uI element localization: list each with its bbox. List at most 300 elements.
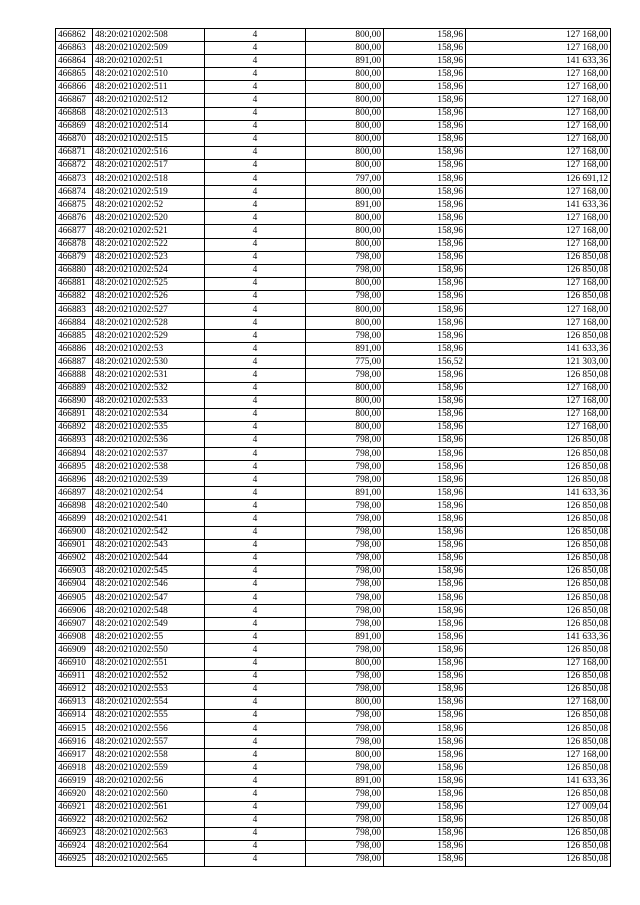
- table-row: [56, 395, 611, 408]
- value-cell: 127 168,00: [466, 421, 611, 434]
- cadastral-number-cell: 48:20:0210202:551: [93, 657, 205, 670]
- class-cell: 4: [205, 251, 306, 264]
- area-cell: 798,00: [306, 605, 384, 618]
- value-cell: 127 168,00: [466, 107, 611, 120]
- rate-cell: 158,96: [384, 290, 466, 303]
- rate-cell: 158,96: [384, 225, 466, 238]
- cadastral-number-cell: 48:20:0210202:544: [93, 552, 205, 565]
- rate-cell: 158,96: [384, 722, 466, 735]
- area-cell: 800,00: [306, 133, 384, 146]
- class-cell: 4: [205, 552, 306, 565]
- table-row: [56, 120, 611, 133]
- rate-cell: 158,96: [384, 55, 466, 68]
- cadastral-number-cell: 48:20:0210202:55: [93, 631, 205, 644]
- cadastral-number-cell: 48:20:0210202:560: [93, 788, 205, 801]
- rate-cell: 158,96: [384, 330, 466, 343]
- area-cell: 798,00: [306, 827, 384, 840]
- row-id-cell: 466870: [56, 133, 93, 146]
- cadastral-number-cell: 48:20:0210202:557: [93, 736, 205, 749]
- table-row: [56, 683, 611, 696]
- class-cell: 4: [205, 788, 306, 801]
- area-cell: 798,00: [306, 500, 384, 513]
- row-id-cell: 466908: [56, 631, 93, 644]
- table-row: [56, 736, 611, 749]
- cadastral-number-cell: 48:20:0210202:555: [93, 709, 205, 722]
- rate-cell: 158,96: [384, 238, 466, 251]
- row-id-cell: 466893: [56, 434, 93, 447]
- value-cell: 126 850,08: [466, 736, 611, 749]
- cadastral-number-cell: 48:20:0210202:553: [93, 683, 205, 696]
- area-cell: 798,00: [306, 330, 384, 343]
- area-cell: 800,00: [306, 120, 384, 133]
- rate-cell: 158,96: [384, 552, 466, 565]
- area-cell: 800,00: [306, 657, 384, 670]
- area-cell: 798,00: [306, 618, 384, 631]
- row-id-cell: 466887: [56, 356, 93, 369]
- class-cell: 4: [205, 382, 306, 395]
- table-row: [56, 186, 611, 199]
- class-cell: 4: [205, 434, 306, 447]
- value-cell: 127 168,00: [466, 212, 611, 225]
- rate-cell: 158,96: [384, 343, 466, 356]
- value-cell: 127 168,00: [466, 303, 611, 316]
- cadastral-number-cell: 48:20:0210202:522: [93, 238, 205, 251]
- area-cell: 800,00: [306, 81, 384, 94]
- area-cell: 800,00: [306, 408, 384, 421]
- table-row: [56, 382, 611, 395]
- row-id-cell: 466888: [56, 369, 93, 382]
- area-cell: 800,00: [306, 94, 384, 107]
- rate-cell: 158,96: [384, 840, 466, 853]
- rate-cell: 158,96: [384, 500, 466, 513]
- rate-cell: 158,96: [384, 277, 466, 290]
- row-id-cell: 466871: [56, 146, 93, 159]
- row-id-cell: 466868: [56, 107, 93, 120]
- area-cell: 799,00: [306, 801, 384, 814]
- table-row: [56, 369, 611, 382]
- row-id-cell: 466886: [56, 343, 93, 356]
- area-cell: 798,00: [306, 565, 384, 578]
- rate-cell: 158,96: [384, 68, 466, 81]
- value-cell: 126 850,08: [466, 369, 611, 382]
- row-id-cell: 466895: [56, 461, 93, 474]
- value-cell: 126 850,08: [466, 290, 611, 303]
- cadastral-number-cell: 48:20:0210202:526: [93, 290, 205, 303]
- class-cell: 4: [205, 120, 306, 133]
- value-cell: 121 303,00: [466, 356, 611, 369]
- cadastral-number-cell: 48:20:0210202:525: [93, 277, 205, 290]
- class-cell: 4: [205, 487, 306, 500]
- row-id-cell: 466914: [56, 709, 93, 722]
- row-id-cell: 466889: [56, 382, 93, 395]
- row-id-cell: 466872: [56, 159, 93, 172]
- table-row: [56, 448, 611, 461]
- row-id-cell: 466894: [56, 448, 93, 461]
- class-cell: 4: [205, 107, 306, 120]
- value-cell: 126 850,08: [466, 670, 611, 683]
- class-cell: 4: [205, 408, 306, 421]
- row-id-cell: 466892: [56, 421, 93, 434]
- rate-cell: 158,96: [384, 94, 466, 107]
- row-id-cell: 466900: [56, 526, 93, 539]
- value-cell: 126 850,08: [466, 448, 611, 461]
- class-cell: 4: [205, 683, 306, 696]
- class-cell: 4: [205, 42, 306, 55]
- area-cell: 798,00: [306, 474, 384, 487]
- value-cell: 126 850,08: [466, 251, 611, 264]
- area-cell: 798,00: [306, 788, 384, 801]
- area-cell: 800,00: [306, 382, 384, 395]
- rate-cell: 158,96: [384, 565, 466, 578]
- rate-cell: 158,96: [384, 42, 466, 55]
- table-row: [56, 814, 611, 827]
- rate-cell: 158,96: [384, 539, 466, 552]
- cadastral-number-cell: 48:20:0210202:530: [93, 356, 205, 369]
- class-cell: 4: [205, 513, 306, 526]
- area-cell: 798,00: [306, 539, 384, 552]
- row-id-cell: 466896: [56, 474, 93, 487]
- cadastral-number-cell: 48:20:0210202:524: [93, 264, 205, 277]
- row-id-cell: 466879: [56, 251, 93, 264]
- rate-cell: 158,96: [384, 827, 466, 840]
- value-cell: 126 850,08: [466, 722, 611, 735]
- class-cell: 4: [205, 657, 306, 670]
- rate-cell: 158,96: [384, 186, 466, 199]
- row-id-cell: 466881: [56, 277, 93, 290]
- area-cell: 800,00: [306, 277, 384, 290]
- row-id-cell: 466874: [56, 186, 93, 199]
- table-row: [56, 212, 611, 225]
- class-cell: 4: [205, 775, 306, 788]
- rate-cell: 158,96: [384, 133, 466, 146]
- table-row: [56, 133, 611, 146]
- rate-cell: 158,96: [384, 303, 466, 316]
- row-id-cell: 466878: [56, 238, 93, 251]
- value-cell: 126 850,08: [466, 605, 611, 618]
- cadastral-number-cell: 48:20:0210202:549: [93, 618, 205, 631]
- area-cell: 798,00: [306, 762, 384, 775]
- area-cell: 775,00: [306, 356, 384, 369]
- table-row: [56, 330, 611, 343]
- cadastral-number-cell: 48:20:0210202:552: [93, 670, 205, 683]
- area-cell: 891,00: [306, 343, 384, 356]
- rate-cell: 158,96: [384, 474, 466, 487]
- table-row: [56, 146, 611, 159]
- table-row: [56, 421, 611, 434]
- value-cell: 126 850,08: [466, 434, 611, 447]
- rate-cell: 158,96: [384, 434, 466, 447]
- row-id-cell: 466912: [56, 683, 93, 696]
- table-row: [56, 29, 611, 42]
- table-row: [56, 94, 611, 107]
- row-id-cell: 466885: [56, 330, 93, 343]
- rate-cell: 158,96: [384, 631, 466, 644]
- value-cell: 141 633,36: [466, 631, 611, 644]
- class-cell: 4: [205, 578, 306, 591]
- row-id-cell: 466922: [56, 814, 93, 827]
- row-id-cell: 466901: [56, 539, 93, 552]
- class-cell: 4: [205, 238, 306, 251]
- table-row: [56, 290, 611, 303]
- rate-cell: 158,96: [384, 146, 466, 159]
- row-id-cell: 466883: [56, 303, 93, 316]
- area-cell: 798,00: [306, 592, 384, 605]
- class-cell: 4: [205, 762, 306, 775]
- cadastral-number-cell: 48:20:0210202:531: [93, 369, 205, 382]
- class-cell: 4: [205, 395, 306, 408]
- area-cell: 800,00: [306, 212, 384, 225]
- value-cell: 126 850,08: [466, 618, 611, 631]
- row-id-cell: 466924: [56, 840, 93, 853]
- row-id-cell: 466923: [56, 827, 93, 840]
- rate-cell: 158,96: [384, 382, 466, 395]
- area-cell: 891,00: [306, 775, 384, 788]
- cadastral-number-cell: 48:20:0210202:546: [93, 578, 205, 591]
- area-cell: 798,00: [306, 814, 384, 827]
- area-cell: 800,00: [306, 42, 384, 55]
- value-cell: 127 168,00: [466, 42, 611, 55]
- value-cell: 126 850,08: [466, 644, 611, 657]
- table-row: [56, 709, 611, 722]
- cadastral-number-cell: 48:20:0210202:513: [93, 107, 205, 120]
- rate-cell: 158,96: [384, 618, 466, 631]
- table-row: [56, 552, 611, 565]
- row-id-cell: 466864: [56, 55, 93, 68]
- rate-cell: 158,96: [384, 801, 466, 814]
- area-cell: 800,00: [306, 395, 384, 408]
- rate-cell: 158,96: [384, 592, 466, 605]
- cadastral-number-cell: 48:20:0210202:548: [93, 605, 205, 618]
- value-cell: 127 168,00: [466, 395, 611, 408]
- rate-cell: 158,96: [384, 526, 466, 539]
- table-row: [56, 107, 611, 120]
- table-row: [56, 670, 611, 683]
- table-row: [56, 303, 611, 316]
- class-cell: 4: [205, 290, 306, 303]
- value-cell: 127 168,00: [466, 120, 611, 133]
- table-row: [56, 81, 611, 94]
- value-cell: 127 168,00: [466, 225, 611, 238]
- rate-cell: 156,52: [384, 356, 466, 369]
- rate-cell: 158,96: [384, 199, 466, 212]
- value-cell: 126 850,08: [466, 840, 611, 853]
- class-cell: 4: [205, 199, 306, 212]
- area-cell: 797,00: [306, 173, 384, 186]
- cadastral-number-cell: 48:20:0210202:563: [93, 827, 205, 840]
- rate-cell: 158,96: [384, 120, 466, 133]
- area-cell: 891,00: [306, 631, 384, 644]
- table-row: [56, 264, 611, 277]
- class-cell: 4: [205, 146, 306, 159]
- area-cell: 800,00: [306, 146, 384, 159]
- rate-cell: 158,96: [384, 81, 466, 94]
- cadastral-number-cell: 48:20:0210202:550: [93, 644, 205, 657]
- table-row: [56, 513, 611, 526]
- rate-cell: 158,96: [384, 29, 466, 42]
- value-cell: 126 850,08: [466, 827, 611, 840]
- row-id-cell: 466862: [56, 29, 93, 42]
- table-row: [56, 827, 611, 840]
- cadastral-number-cell: 48:20:0210202:52: [93, 199, 205, 212]
- row-id-cell: 466877: [56, 225, 93, 238]
- cadastral-number-cell: 48:20:0210202:514: [93, 120, 205, 133]
- cadastral-number-cell: 48:20:0210202:561: [93, 801, 205, 814]
- cadastral-number-cell: 48:20:0210202:509: [93, 42, 205, 55]
- class-cell: 4: [205, 55, 306, 68]
- value-cell: 126 850,08: [466, 539, 611, 552]
- cadastral-number-cell: 48:20:0210202:540: [93, 500, 205, 513]
- table-row: [56, 788, 611, 801]
- table-row: [56, 840, 611, 853]
- class-cell: 4: [205, 369, 306, 382]
- value-cell: 127 168,00: [466, 657, 611, 670]
- value-cell: 126 850,08: [466, 330, 611, 343]
- table-row: [56, 539, 611, 552]
- table-row: [56, 526, 611, 539]
- row-id-cell: 466902: [56, 552, 93, 565]
- value-cell: 127 168,00: [466, 146, 611, 159]
- area-cell: 798,00: [306, 264, 384, 277]
- cadastral-number-cell: 48:20:0210202:535: [93, 421, 205, 434]
- value-cell: 126 850,08: [466, 709, 611, 722]
- class-cell: 4: [205, 133, 306, 146]
- cadastral-number-cell: 48:20:0210202:523: [93, 251, 205, 264]
- rate-cell: 158,96: [384, 709, 466, 722]
- rate-cell: 158,96: [384, 212, 466, 225]
- value-cell: 127 009,04: [466, 801, 611, 814]
- row-id-cell: 466907: [56, 618, 93, 631]
- cadastral-number-cell: 48:20:0210202:556: [93, 722, 205, 735]
- table-body: [56, 29, 611, 867]
- area-cell: 798,00: [306, 840, 384, 853]
- area-cell: 800,00: [306, 238, 384, 251]
- row-id-cell: 466891: [56, 408, 93, 421]
- row-id-cell: 466906: [56, 605, 93, 618]
- rate-cell: 158,96: [384, 578, 466, 591]
- class-cell: 4: [205, 330, 306, 343]
- class-cell: 4: [205, 526, 306, 539]
- area-cell: 800,00: [306, 421, 384, 434]
- area-cell: 798,00: [306, 448, 384, 461]
- table-row: [56, 853, 611, 866]
- area-cell: 800,00: [306, 68, 384, 81]
- rate-cell: 158,96: [384, 683, 466, 696]
- table-row: [56, 762, 611, 775]
- area-cell: 798,00: [306, 251, 384, 264]
- row-id-cell: 466876: [56, 212, 93, 225]
- class-cell: 4: [205, 670, 306, 683]
- cadastral-number-cell: 48:20:0210202:536: [93, 434, 205, 447]
- row-id-cell: 466919: [56, 775, 93, 788]
- cadastral-value-table: [55, 28, 611, 867]
- rate-cell: 158,96: [384, 461, 466, 474]
- rate-cell: 158,96: [384, 173, 466, 186]
- class-cell: 4: [205, 94, 306, 107]
- table-row: [56, 722, 611, 735]
- table-row: [56, 605, 611, 618]
- rate-cell: 158,96: [384, 644, 466, 657]
- class-cell: 4: [205, 461, 306, 474]
- table-row: [56, 775, 611, 788]
- table-row: [56, 474, 611, 487]
- class-cell: 4: [205, 68, 306, 81]
- value-cell: 141 633,36: [466, 487, 611, 500]
- row-id-cell: 466875: [56, 199, 93, 212]
- class-cell: 4: [205, 539, 306, 552]
- area-cell: 798,00: [306, 369, 384, 382]
- value-cell: 126 850,08: [466, 853, 611, 866]
- cadastral-number-cell: 48:20:0210202:543: [93, 539, 205, 552]
- area-cell: 798,00: [306, 552, 384, 565]
- row-id-cell: 466917: [56, 749, 93, 762]
- class-cell: 4: [205, 722, 306, 735]
- class-cell: 4: [205, 500, 306, 513]
- class-cell: 4: [205, 303, 306, 316]
- table-row: [56, 500, 611, 513]
- table-row: [56, 618, 611, 631]
- area-cell: 798,00: [306, 736, 384, 749]
- row-id-cell: 466910: [56, 657, 93, 670]
- row-id-cell: 466873: [56, 173, 93, 186]
- value-cell: 126 850,08: [466, 578, 611, 591]
- cadastral-number-cell: 48:20:0210202:518: [93, 173, 205, 186]
- rate-cell: 158,96: [384, 670, 466, 683]
- value-cell: 126 850,08: [466, 474, 611, 487]
- value-cell: 126 850,08: [466, 526, 611, 539]
- area-cell: 800,00: [306, 317, 384, 330]
- cadastral-number-cell: 48:20:0210202:512: [93, 94, 205, 107]
- area-cell: 798,00: [306, 290, 384, 303]
- row-id-cell: 466918: [56, 762, 93, 775]
- class-cell: 4: [205, 173, 306, 186]
- row-id-cell: 466913: [56, 696, 93, 709]
- row-id-cell: 466925: [56, 853, 93, 866]
- value-cell: 141 633,36: [466, 343, 611, 356]
- table-row: [56, 356, 611, 369]
- value-cell: 127 168,00: [466, 238, 611, 251]
- value-cell: 127 168,00: [466, 81, 611, 94]
- cadastral-number-cell: 48:20:0210202:538: [93, 461, 205, 474]
- cadastral-number-cell: 48:20:0210202:554: [93, 696, 205, 709]
- cadastral-number-cell: 48:20:0210202:527: [93, 303, 205, 316]
- rate-cell: 158,96: [384, 657, 466, 670]
- value-cell: 127 168,00: [466, 382, 611, 395]
- rate-cell: 158,96: [384, 395, 466, 408]
- table-row: [56, 317, 611, 330]
- rate-cell: 158,96: [384, 159, 466, 172]
- value-cell: 127 168,00: [466, 696, 611, 709]
- table-row: [56, 159, 611, 172]
- cadastral-number-cell: 48:20:0210202:537: [93, 448, 205, 461]
- rate-cell: 158,96: [384, 736, 466, 749]
- table-row: [56, 592, 611, 605]
- area-cell: 798,00: [306, 722, 384, 735]
- class-cell: 4: [205, 618, 306, 631]
- cadastral-number-cell: 48:20:0210202:533: [93, 395, 205, 408]
- table-row: [56, 434, 611, 447]
- cadastral-number-cell: 48:20:0210202:529: [93, 330, 205, 343]
- value-cell: 126 850,08: [466, 762, 611, 775]
- area-cell: 798,00: [306, 461, 384, 474]
- class-cell: 4: [205, 29, 306, 42]
- rate-cell: 158,96: [384, 448, 466, 461]
- cadastral-number-cell: 48:20:0210202:53: [93, 343, 205, 356]
- rate-cell: 158,96: [384, 853, 466, 866]
- area-cell: 798,00: [306, 683, 384, 696]
- rate-cell: 158,96: [384, 317, 466, 330]
- row-id-cell: 466911: [56, 670, 93, 683]
- value-cell: 127 168,00: [466, 749, 611, 762]
